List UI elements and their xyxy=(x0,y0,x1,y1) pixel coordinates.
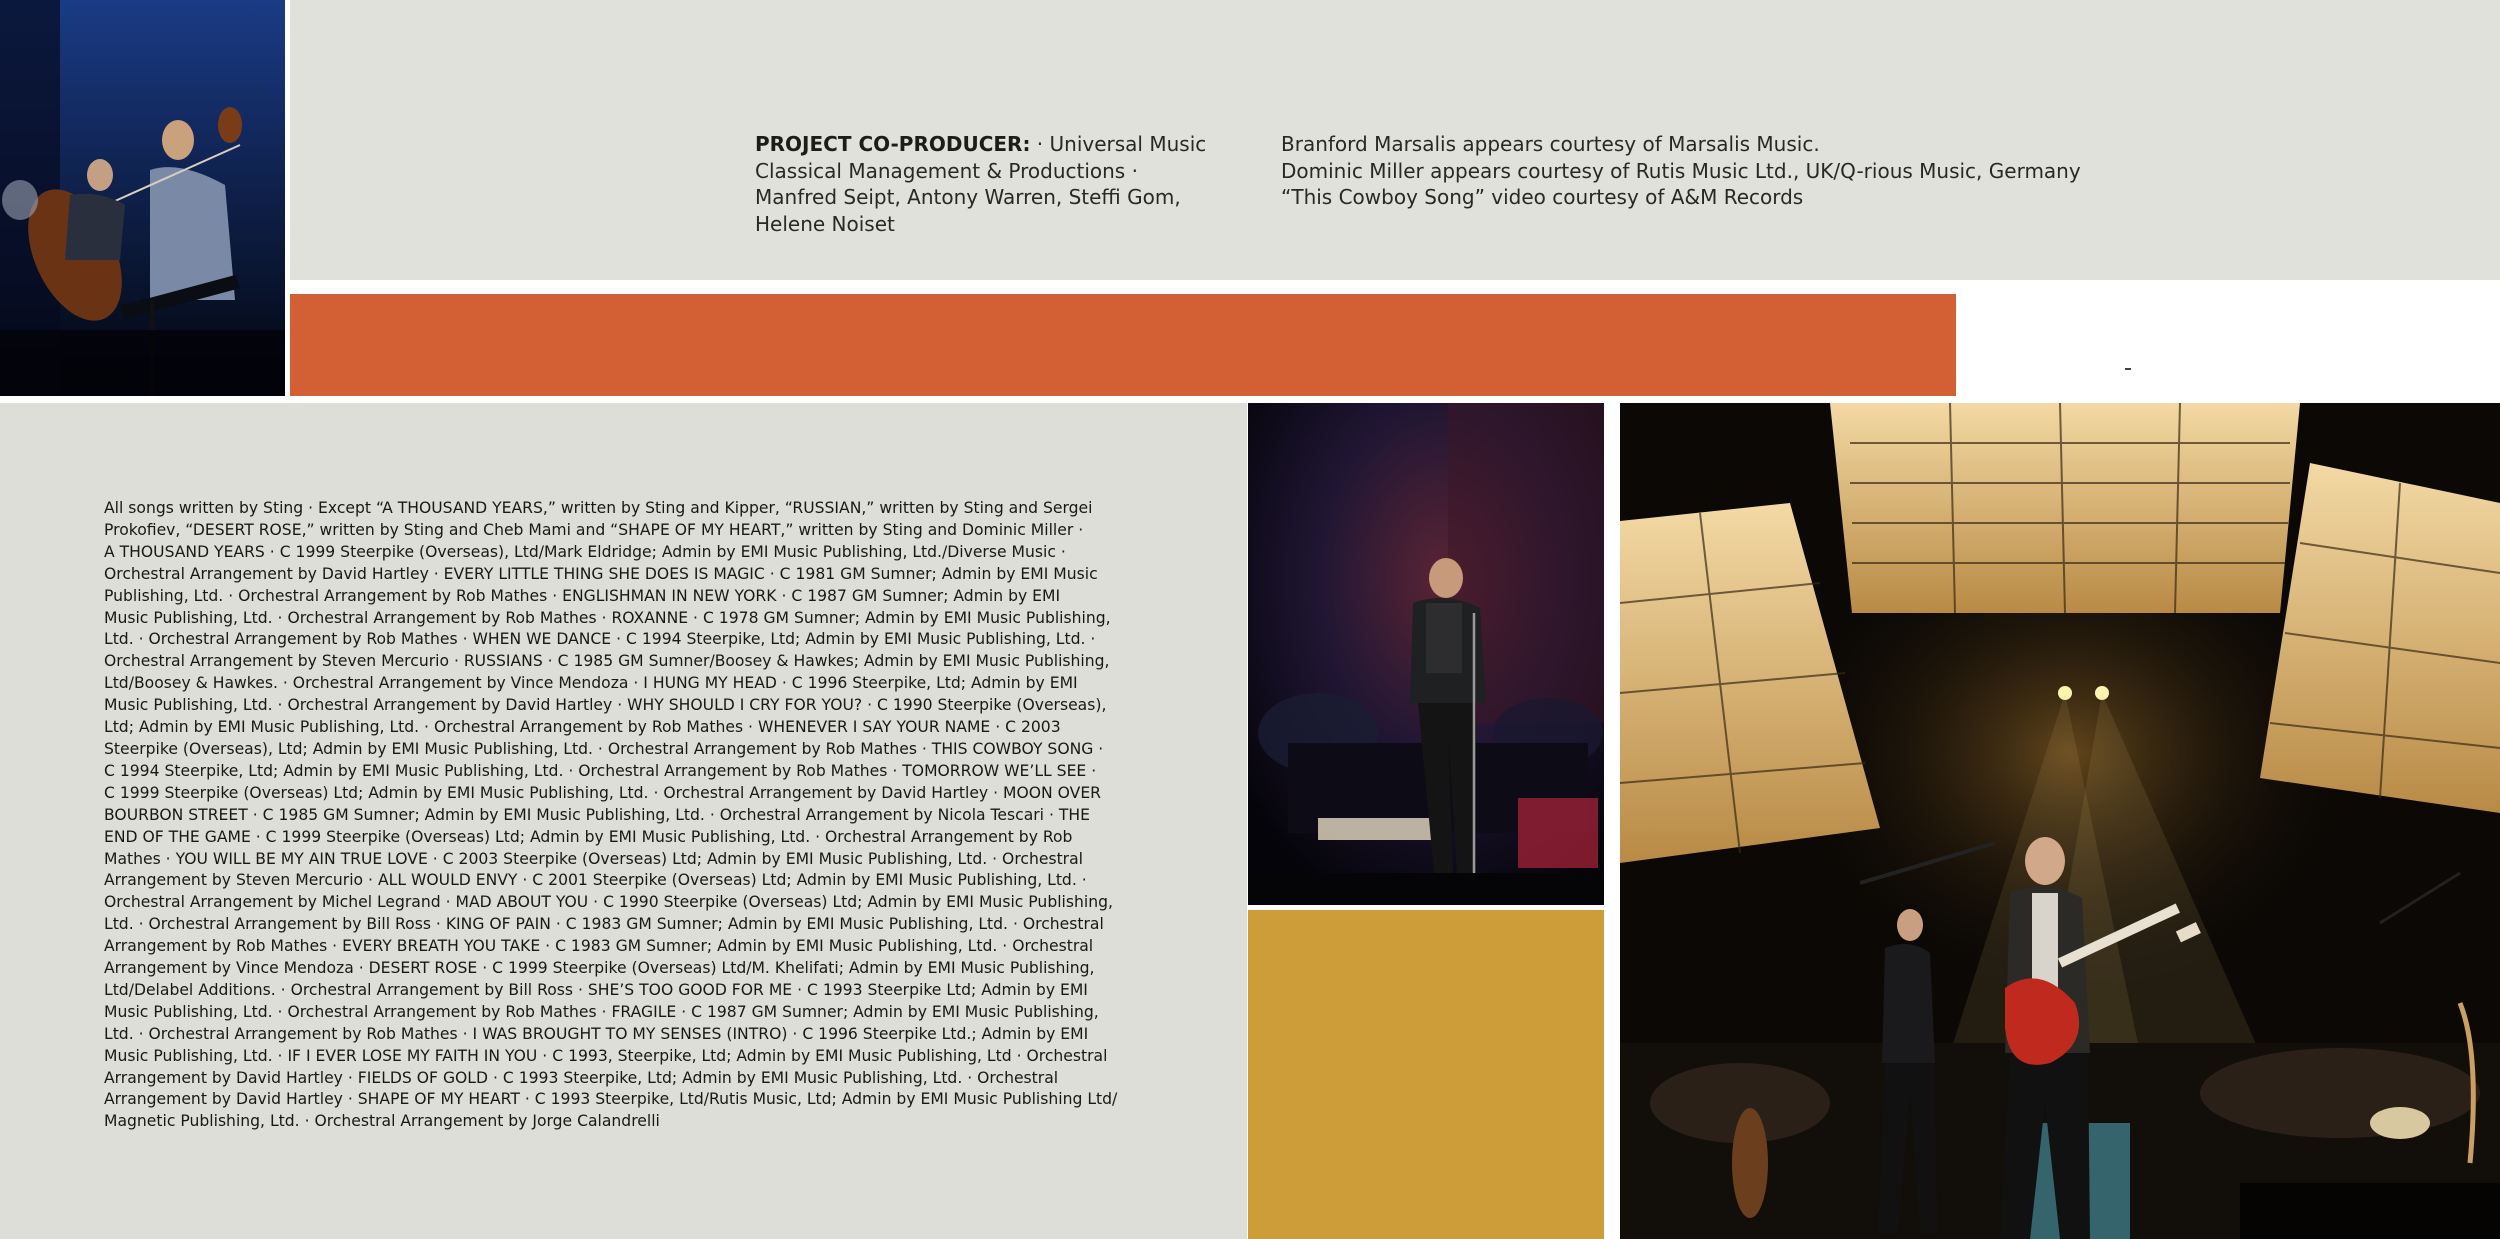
song-credits-line: C 1994 Steerpike, Ltd; Admin by EMI Music Publishing, Ltd. · Orchestral Arrangement by Rob Mathes · TOMORROW WE’LL SEE · xyxy=(104,761,1097,780)
song-credits-line: Ltd. · Orchestral Arrangement by Rob Mathes · WHEN WE DANCE · C 1994 Steerpike, Ltd; Admin by EMI Music Publishing, Ltd. · xyxy=(104,630,1096,649)
song-credits-line: Ltd; Admin by EMI Music Publishing, Ltd. · Orchestral Arrangement by Rob Mathes · WHENEVER I SAY YOUR NAME · C 2003 xyxy=(104,718,1061,737)
co-producer-label: PROJECT CO-PRODUCER: xyxy=(755,132,1031,156)
song-credits-line: Orchestral Arrangement by Steven Mercurio · RUSSIANS · C 1985 GM Sumner/Boosey & Hawkes; Admin by EMI Music Publishing, xyxy=(104,652,1110,671)
co-producer-text: · Universal Music Classical Management & Productions · Manfred Seipt, Antony Warren, Steffi Gom, Helene Noiset xyxy=(755,132,1207,236)
song-credits-line: Ltd. · Orchestral Arrangement by Rob Mathes · I WAS BROUGHT TO MY SENSES (INTRO) · C 1996 Steerpike Ltd.; Admin by EMI xyxy=(104,1024,1089,1043)
song-credits-text xyxy=(104,498,1124,1133)
song-credits-line: Ltd/Boosey & Hawkes. · Orchestral Arrangement by Vince Mendoza · I HUNG MY HEAD · C 1996 Steerpike, Ltd; Admin by EMI xyxy=(104,674,1078,693)
song-credits-line: Music Publishing, Ltd. · IF I EVER LOSE MY FAITH IN YOU · C 1993, Steerpike, Ltd; Admin by EMI Music Publishing, Ltd · Orchestral xyxy=(104,1046,1108,1065)
song-credits-line: A THOUSAND YEARS · C 1999 Steerpike (Overseas), Ltd/Mark Eldridge; Admin by EMI Music Publishing, Ltd./Diverse Music · xyxy=(104,542,1066,561)
song-credits-line: Arrangement by David Hartley · SHAPE OF MY HEART · C 1993 Steerpike, Ltd/Rutis Music, Ltd; Admin by EMI Music Publishing Ltd/ xyxy=(104,1090,1118,1109)
song-credits-line: END OF THE GAME · C 1999 Steerpike (Overseas) Ltd; Admin by EMI Music Publishing, Ltd. · Orchestral Arrangement by Rob xyxy=(104,827,1073,846)
courtesy-line: “This Cowboy Song” video courtesy of A&M Records xyxy=(1281,185,1804,209)
song-credits-line: Music Publishing, Ltd. · Orchestral Arrangement by Rob Mathes · ROXANNE · C 1978 GM Sumner; Admin by EMI Music Publishing, xyxy=(104,608,1111,627)
song-credits-line: Orchestral Arrangement by David Hartley · EVERY LITTLE THING SHE DOES IS MAGIC · C 1981 GM Sumner; Admin by EMI Music xyxy=(104,564,1098,583)
stage-photo xyxy=(1620,403,2500,1239)
courtesy-notes xyxy=(1281,131,2141,211)
song-credits-line: Prokofiev, “DESERT ROSE,” written by Sting and Cheb Mami and “SHAPE OF MY HEART,” written by Sting and Dominic Miller · xyxy=(104,520,1084,539)
song-credits-line: C 1999 Steerpike (Overseas) Ltd; Admin by EMI Music Publishing, Ltd. · Orchestral Arrangement by David Hartley · MOON OVER xyxy=(104,783,1102,802)
song-credits-line: Ltd/Delabel Additions. · Orchestral Arrangement by Bill Ross · SHE’S TOO GOOD FOR ME · C 1993 Steerpike Ltd; Admin by EMI xyxy=(104,980,1088,999)
song-credits-line: BOURBON STREET · C 1985 GM Sumner; Admin by EMI Music Publishing, Ltd. · Orchestral Arrangement by Nicola Tescari · THE xyxy=(104,805,1090,824)
co-producer-credits xyxy=(755,131,1215,237)
song-credits-line: Arrangement by Steven Mercurio · ALL WOULD ENVY · C 2001 Steerpike (Overseas) Ltd; Admin by EMI Music Publishing, Ltd. · xyxy=(104,871,1087,890)
song-credits-line: Orchestral Arrangement by Michel Legrand · MAD ABOUT YOU · C 1990 Steerpike (Overseas) Ltd; Admin by EMI Music Publishing, xyxy=(104,893,1113,912)
courtesy-line: Branford Marsalis appears courtesy of Marsalis Music. xyxy=(1281,132,1820,156)
song-credits-line: Arrangement by Vince Mendoza · DESERT ROSE · C 1999 Steerpike (Overseas) Ltd/M. Khelifati; Admin by EMI Music Publishing, xyxy=(104,959,1095,978)
gold-color-block xyxy=(1248,910,1604,1239)
song-credits-line: Publishing, Ltd. · Orchestral Arrangement by Rob Mathes · ENGLISHMAN IN NEW YORK · C 1987 GM Sumner; Admin by EMI xyxy=(104,586,1061,605)
dash-mark xyxy=(2125,368,2131,370)
orange-color-band xyxy=(290,294,1956,396)
song-credits-line: Music Publishing, Ltd. · Orchestral Arrangement by Rob Mathes · FRAGILE · C 1987 GM Sumner; Admin by EMI Music Publishing, xyxy=(104,1002,1099,1021)
song-credits-line: Arrangement by Rob Mathes · EVERY BREATH YOU TAKE · C 1983 GM Sumner; Admin by EMI Music Publishing, Ltd. · Orchestral xyxy=(104,937,1094,956)
song-credits-line: Mathes · YOU WILL BE MY AIN TRUE LOVE · C 2003 Steerpike (Overseas) Ltd; Admin by EMI Music Publishing, Ltd. · Orchestral xyxy=(104,849,1083,868)
song-credits-line: Magnetic Publishing, Ltd. · Orchestral Arrangement by Jorge Calandrelli xyxy=(104,1112,660,1131)
singer-photo xyxy=(1248,403,1604,905)
courtesy-line: Dominic Miller appears courtesy of Rutis Music Ltd., UK/Q-rious Music, Germany xyxy=(1281,158,2081,183)
song-credits-line: Music Publishing, Ltd. · Orchestral Arrangement by David Hartley · WHY SHOULD I CRY FOR YOU? · C 1990 Steerpike (Overseas), xyxy=(104,696,1107,715)
song-credits-line: All songs written by Sting · Except “A THOUSAND YEARS,” written by Sting and Kipper, “RUSSIAN,” written by Sting and Sergei xyxy=(104,499,1093,517)
cellists-photo xyxy=(0,0,285,396)
song-credits-line: Arrangement by David Hartley · FIELDS OF GOLD · C 1993 Steerpike, Ltd; Admin by EMI Music Publishing, Ltd. · Orchestral xyxy=(104,1068,1059,1087)
song-credits-line: Ltd. · Orchestral Arrangement by Bill Ross · KING OF PAIN · C 1983 GM Sumner; Admin by EMI Music Publishing, Ltd. · Orchestral xyxy=(104,915,1104,934)
song-credits-line: Steerpike (Overseas), Ltd; Admin by EMI Music Publishing, Ltd. · Orchestral Arrangement by Rob Mathes · THIS COWBOY SONG · xyxy=(104,739,1104,758)
